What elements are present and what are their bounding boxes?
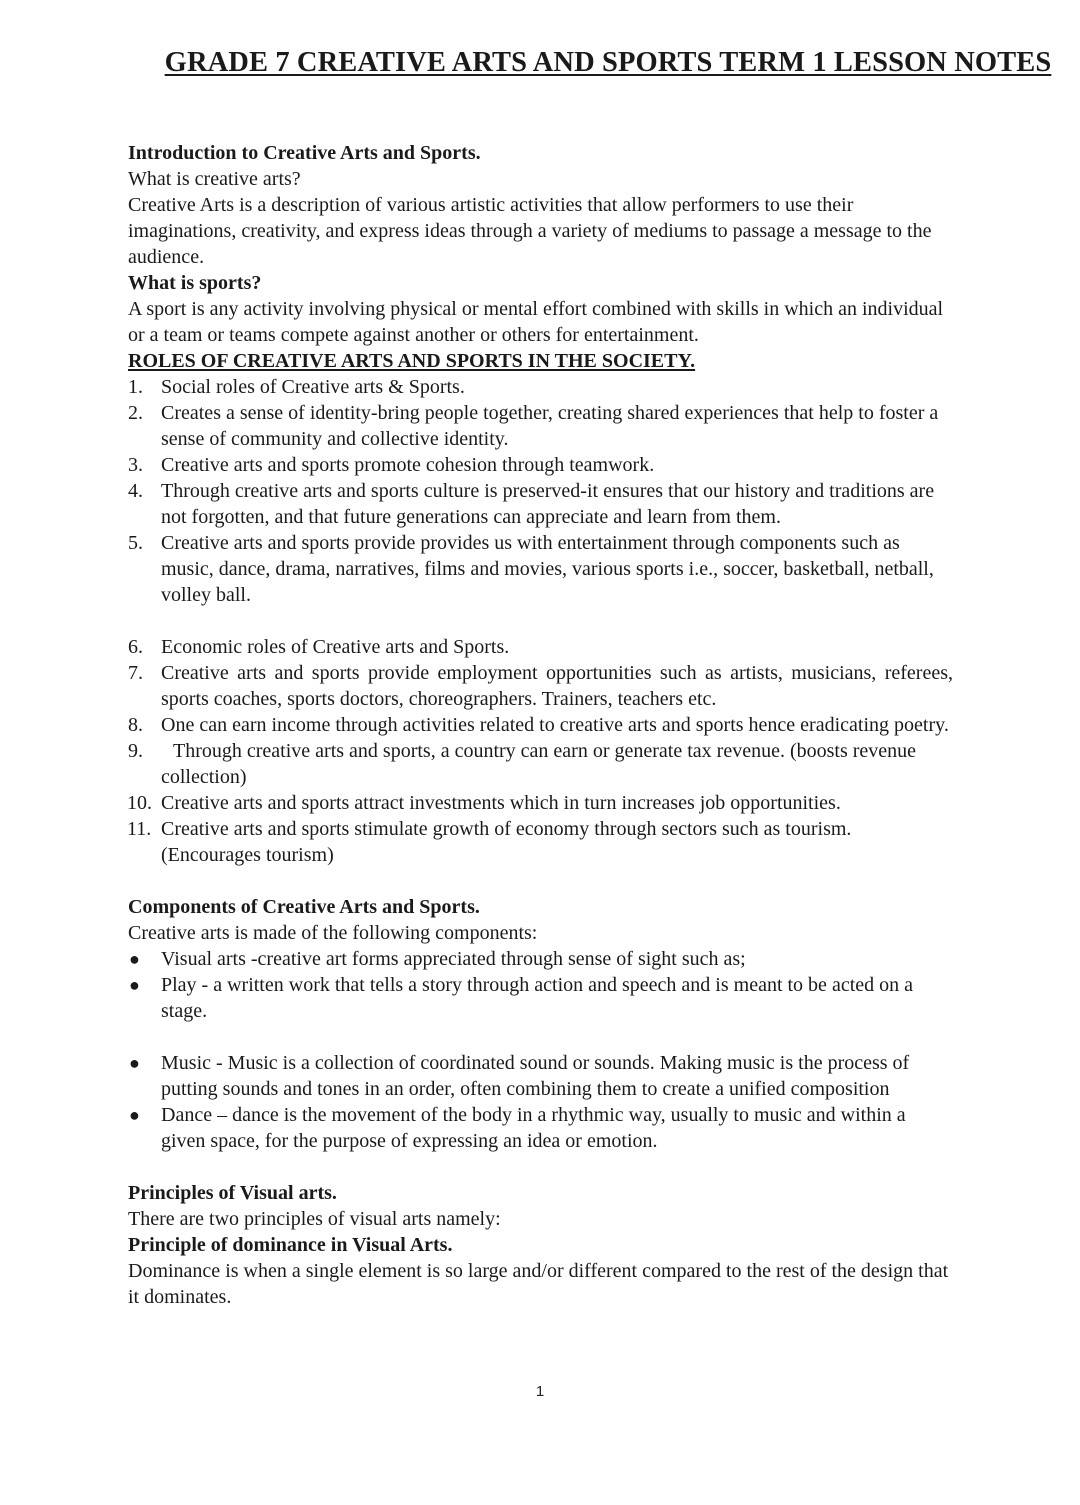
list-number: 5. (128, 532, 143, 554)
list-number: 11. (127, 818, 152, 840)
list-item (128, 660, 953, 712)
list-item-text: Creative arts and sports stimulate growth of economy through sectors such as tourism. (Encourages tourism) (161, 818, 852, 866)
list-item (128, 738, 953, 790)
list-number: 2. (128, 402, 143, 424)
list-item (128, 790, 953, 816)
list-item (128, 1102, 953, 1154)
components-list-b (128, 1050, 953, 1154)
list-item-text: Economic roles of Creative arts and Sports. (161, 636, 510, 658)
list-number: 3. (128, 454, 143, 476)
intro-question-creative-arts: What is creative arts? (128, 168, 301, 190)
economic-roles-list (128, 634, 953, 868)
list-item-text: Creative arts and sports attract investments which in turn increases job opportunities. (161, 792, 841, 814)
principles-heading: Principles of Visual arts. (128, 1182, 337, 1204)
list-item-text: Creative arts and sports promote cohesion through teamwork. (161, 454, 655, 476)
principles-intro: There are two principles of visual arts namely: (128, 1208, 501, 1230)
list-item (128, 1050, 953, 1102)
document-title: GRADE 7 CREATIVE ARTS AND SPORTS TERM 1 LESSON NOTES (164, 47, 1052, 78)
dominance-heading: Principle of dominance in Visual Arts. (128, 1234, 453, 1256)
list-item (128, 634, 953, 660)
list-item-text: One can earn income through activities related to creative arts and sports hence eradicating poetry. (161, 714, 949, 736)
list-item-text: Dance – dance is the movement of the body in a rhythmic way, usually to music and within a given space, for the purpose of expressing an idea or emotion. (161, 1104, 906, 1152)
roles-heading: ROLES OF CREATIVE ARTS AND SPORTS IN THE SOCIETY. (128, 350, 696, 372)
page-number: 1 (535, 1383, 545, 1400)
list-item-text: Creative arts and sports provide employment opportunities such as artists, musicians, referees, sports coaches, sports doctors, choreographers. Trainers, teachers etc. (161, 662, 953, 710)
list-number: 8. (128, 714, 143, 736)
intro-answer-sports: A sport is any activity involving physical or mental effort combined with skills in which an individual or a team or teams compete against another or others for entertainment. (128, 298, 944, 346)
spacer (128, 608, 953, 634)
spacer (128, 868, 953, 894)
list-item (128, 712, 953, 738)
list-number: 10. (127, 792, 152, 814)
intro-answer-creative-arts: Creative Arts is a description of various artistic activities that allow performers to use their imaginations, creativity, and express ideas through a variety of mediums to passage a message to the audience. (128, 194, 932, 268)
components-heading: Components of Creative Arts and Sports. (128, 896, 480, 918)
intro-question-sports: What is sports? (128, 272, 262, 294)
dominance-text: Dominance is when a single element is so large and/or different compared to the rest of the design that it dominates. (128, 1260, 949, 1308)
list-item (128, 478, 953, 530)
spacer (128, 1024, 953, 1050)
list-item-text: Music - Music is a collection of coordinated sound or sounds. Making music is the process of putting sounds and tones in an order, often combining them to create a unified composition (161, 1052, 910, 1100)
document-body (128, 140, 953, 1310)
spacer (128, 1154, 953, 1180)
bullet-icon: ● (129, 949, 140, 969)
list-item-text: Social roles of Creative arts & Sports. (161, 376, 465, 398)
bullet-icon: ● (129, 1105, 140, 1125)
list-item (128, 946, 953, 972)
list-item (128, 972, 953, 1024)
social-roles-list (128, 374, 953, 608)
bullet-icon: ● (129, 1053, 140, 1073)
intro-heading: Introduction to Creative Arts and Sports. (128, 142, 481, 164)
list-number: 4. (128, 480, 143, 502)
list-item-text: Creates a sense of identity-bring people together, creating shared experiences that help to foster a sense of community and collective identity. (161, 402, 939, 450)
list-item-text: Through creative arts and sports, a country can earn or generate tax revenue. (boosts revenue collection) (161, 740, 917, 788)
list-item (128, 530, 953, 608)
list-item-text: Play - a written work that tells a story through action and speech and is meant to be acted on a stage. (161, 974, 914, 1022)
list-item-text: Creative arts and sports provide provides us with entertainment through components such as music, dance, drama, narratives, films and movies, various sports i.e., soccer, basketball, netball, volley ball. (161, 532, 934, 606)
list-item (128, 816, 953, 868)
list-item-text: Visual arts -creative art forms appreciated through sense of sight such as; (161, 948, 746, 970)
list-item (128, 400, 953, 452)
list-item (128, 374, 953, 400)
list-number: 1. (128, 376, 143, 398)
components-intro: Creative arts is made of the following components: (128, 922, 538, 944)
list-number: 7. (128, 662, 143, 684)
list-number: 6. (128, 636, 143, 658)
components-list-a (128, 946, 953, 1024)
bullet-icon: ● (129, 975, 140, 995)
list-item (128, 452, 953, 478)
list-item-text: Through creative arts and sports culture is preserved-it ensures that our history and traditions are not forgotten, and that future generations can appreciate and learn from them. (161, 480, 935, 528)
list-number: 9. (128, 740, 143, 762)
